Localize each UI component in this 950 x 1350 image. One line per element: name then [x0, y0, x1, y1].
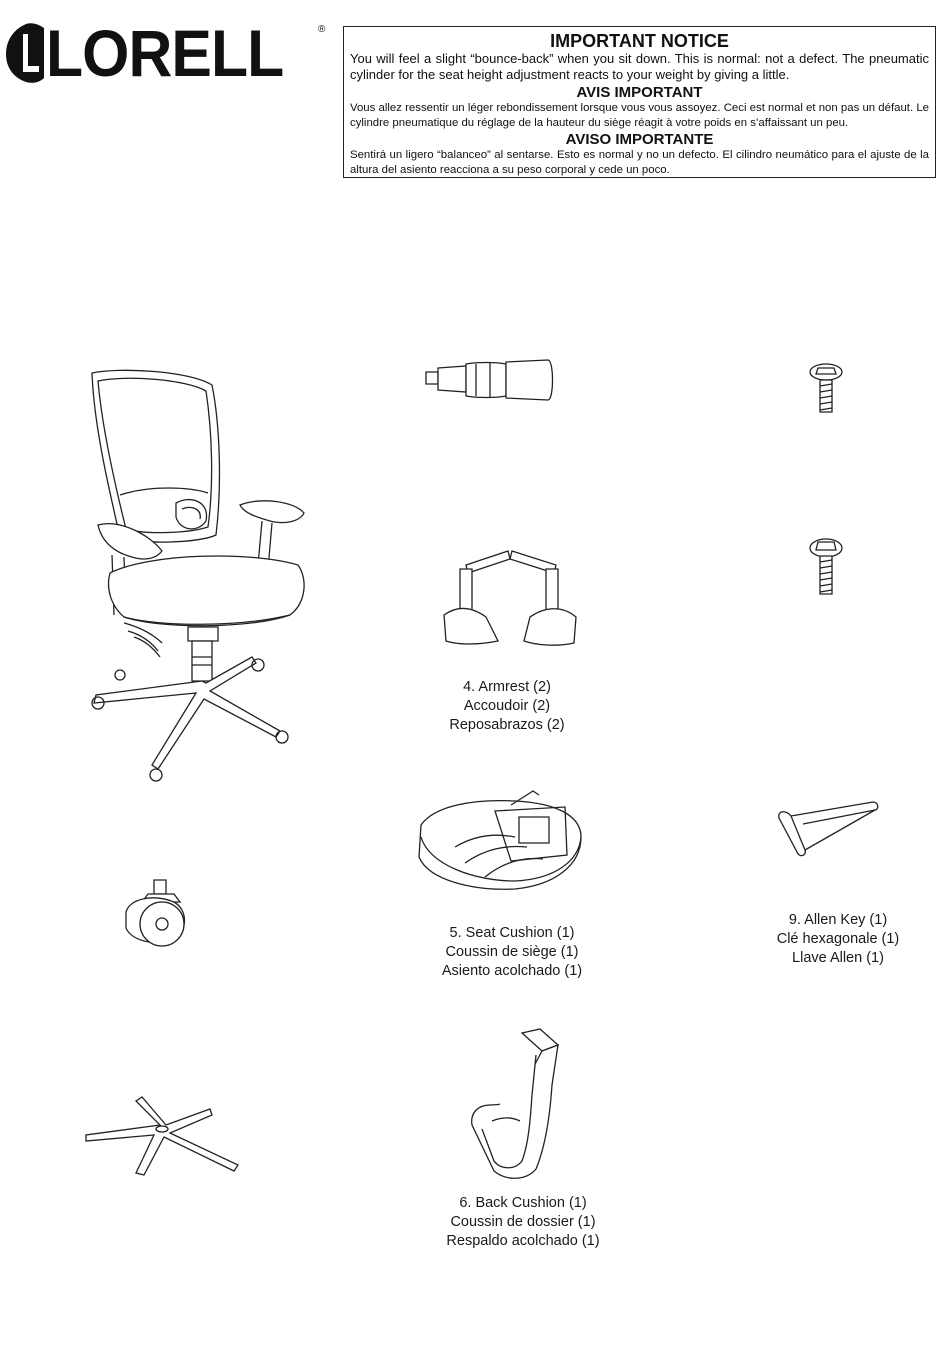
caster-icon: [118, 876, 198, 952]
part-label-seat-cushion: [407, 924, 617, 981]
part-name-es: Reposabrazos (2): [449, 717, 565, 733]
part-label-armrest: [412, 678, 602, 735]
part-name-en: 9. Allen Key (1): [788, 912, 888, 928]
brand-name: LORELL: [46, 16, 284, 90]
notice-text-es: Sentirá un ligero “balanceo” al sentarse. Esto es normal y no un defecto. El cilindro neumático para el ajuste de la altura del asiento reacciona a su peso corporal y cede un poco.: [350, 149, 929, 176]
notice-text-en: You will feel a slight “bounce-back” when you sit down. This is normal: not a defect. The pneumatic cylinder for the seat height adjustment reacts to your weight by giving a little.: [350, 51, 929, 82]
allen-key-icon: [775, 800, 885, 860]
logo-mark-icon: [6, 20, 46, 86]
bolt-icon: [806, 536, 846, 598]
brand-logo: [6, 18, 336, 88]
part-name-es: Respaldo acolchado (1): [446, 1233, 600, 1249]
bolt-icon: [806, 362, 846, 418]
part-name-en: 5. Seat Cushion (1): [449, 925, 575, 941]
part-label-allen-key: [738, 911, 938, 968]
part-name-fr: Coussin de siège (1): [445, 944, 579, 960]
assembled-chair-illustration: [80, 365, 320, 785]
part-label-back-cushion: [418, 1194, 628, 1251]
part-name-en: 6. Back Cushion (1): [459, 1195, 587, 1211]
important-notice-box: [343, 26, 936, 178]
notice-text-fr: Vous allez ressentir un léger rebondissement lorsque vous vous assoyez. Ceci est normal et non pas un défaut. Le cylindre pneumatique du réglage de la hauteur du siège réagit à votre poids en s’affaissant un peu.: [350, 102, 929, 129]
armrest-icon: [438, 545, 588, 655]
part-name-fr: Coussin de dossier (1): [450, 1214, 596, 1230]
registered-mark: ®: [318, 24, 326, 35]
seat-cushion-icon: [415, 785, 585, 895]
part-name-es: Asiento acolchado (1): [441, 963, 583, 979]
part-name-es: Llave Allen (1): [792, 950, 884, 966]
notice-title-en: IMPORTANT NOTICE: [550, 31, 729, 51]
notice-title-fr: AVIS IMPORTANT: [576, 84, 703, 101]
back-cushion-icon: [466, 1025, 566, 1185]
part-name-en: 4. Armrest (2): [463, 679, 551, 695]
part-name-fr: Accoudoir (2): [463, 698, 551, 714]
chair-base-icon: [82, 1095, 242, 1175]
notice-title-es: AVISO IMPORTANTE: [565, 131, 714, 148]
part-name-fr: Clé hexagonale (1): [776, 931, 900, 947]
gas-cylinder-icon: [426, 358, 556, 404]
